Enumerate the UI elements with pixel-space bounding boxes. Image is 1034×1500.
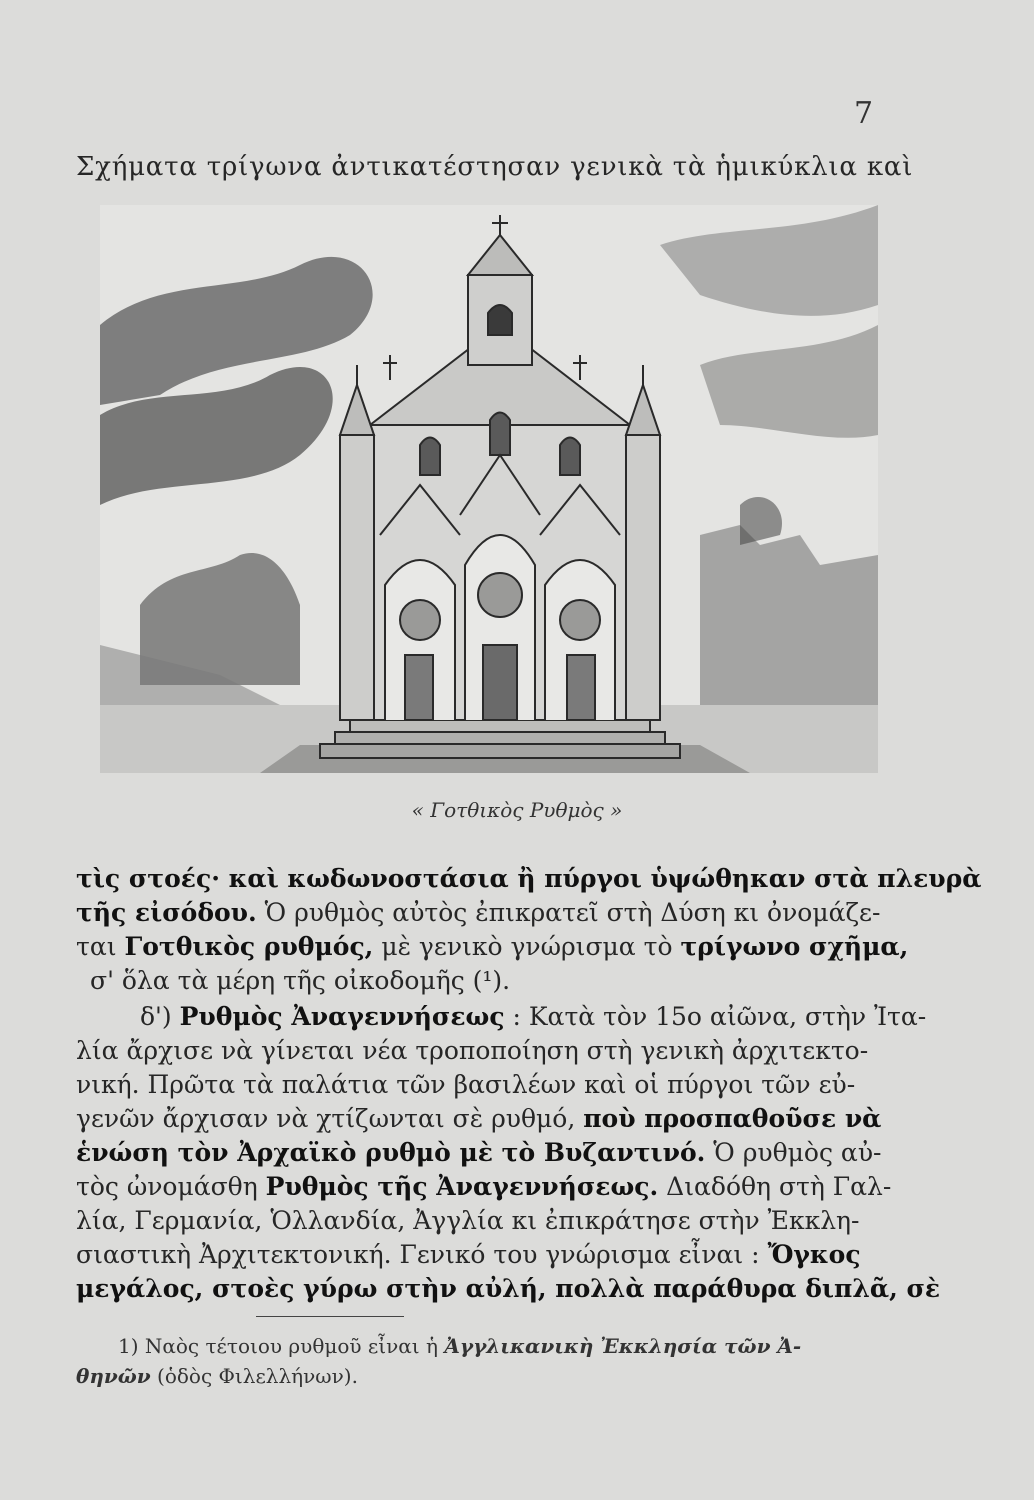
para2-line6 <box>76 1170 890 1204</box>
para2-line6-c: Διαδόθη στὴ Γαλ- <box>658 1172 892 1201</box>
para2-line5 <box>76 1136 890 1170</box>
para2-line6-b: Ρυθμὸς τῆς Ἀναγεννήσεως. <box>265 1172 659 1201</box>
para1-line2 <box>76 896 890 930</box>
para2-line6-a: τὸς ὠνομάσθη <box>76 1172 266 1201</box>
top-text-line: Σχήματα τρίγωνα ἀντικατέστησαν γενικὰ τὰ ἡμικύκλια καὶ <box>76 152 914 182</box>
para1-line2-bold: τῆς εἰσόδου. <box>76 898 257 927</box>
footnote-line1-a: 1) Ναὸς τέτοιου ρυθμοῦ εἶναι ἡ <box>118 1334 445 1358</box>
illustration-caption: « Γοτθικὸς Ρυθμὸς » <box>411 798 623 822</box>
para1-line3-c: μὲ γενικὸ γνώρισμα τὸ <box>373 932 681 961</box>
para2-line5-a: ἑνώση τὸν Ἀρχαϊκὸ ρυθμὸ μὲ τὸ Βυζαντινό. <box>76 1138 706 1167</box>
para2-line8-b: Ὄγκος <box>767 1240 861 1269</box>
para2-line5-b: Ὁ ρυθμὸς αὐ- <box>705 1138 882 1167</box>
para2-line3: νική. Πρῶτα τὰ παλάτια τῶν βασιλέων καὶ οἱ πύργοι τῶν εὐ- <box>76 1070 856 1099</box>
footnote-line2 <box>76 1362 896 1390</box>
para2-line1 <box>140 1000 927 1034</box>
footnote-line2-b: (ὁδὸς Φιλελλήνων). <box>150 1364 358 1388</box>
para2-line4-b: ποὺ προσπαθοῦσε νὰ <box>583 1104 882 1133</box>
para1-line1 <box>76 862 982 896</box>
para1-line4: σ' ὅλα τὰ μέρη τῆς οἰκοδομῆς (¹). <box>90 966 511 995</box>
gothic-church-illustration <box>100 205 878 773</box>
para2-line9: μεγάλος, στοὲς γύρω στὴν αὐλή, πολλὰ παράθυρα διπλᾶ, σὲ <box>76 1274 941 1303</box>
para1-line3-d: τρίγωνο σχῆμα, <box>680 932 909 961</box>
footnote-separator <box>256 1316 404 1317</box>
para2-line7: λία, Γερμανία, Ὁλλανδία, Ἀγγλία κι ἐπικράτησε στὴν Ἐκκλη- <box>76 1206 860 1235</box>
para2-line2: λία ἄρχισε νὰ γίνεται νέα τροποποίηση στὴ γενικὴ ἀρχιτεκτο- <box>76 1036 869 1065</box>
page-number: 7 <box>854 96 874 131</box>
para1-line1-text: τὶς στοές· καὶ κωδωνοστάσια ἢ πύργοι ὑψώθηκαν στὰ πλευρὰ <box>76 864 982 893</box>
footnote-line1 <box>118 1332 938 1360</box>
para2-line1-b: Ρυθμὸς Ἀναγεννήσεως <box>179 1002 505 1031</box>
para2-line8-a: σιαστικὴ Ἀρχιτεκτονική. Γενικό του γνώρισμα εἶναι : <box>76 1240 768 1269</box>
para1-line2-text: Ὁ ρυθμὸς αὐτὸς ἐπικρατεῖ στὴ Δύση κι ὀνομάζε- <box>256 898 881 927</box>
footnote-line1-b: Ἀγγλικανικὴ Ἐκκλησία τῶν Ἀ- <box>444 1334 802 1358</box>
para2-line4 <box>76 1102 890 1136</box>
para2-line1-a: δ') <box>140 1002 180 1031</box>
footnote-line2-a: θηνῶν <box>76 1364 151 1388</box>
para2-line8 <box>76 1238 890 1272</box>
para1-line3-a: ται <box>76 932 125 961</box>
para1-line3-b: Γοτθικὸς ρυθμός, <box>124 932 374 961</box>
para2-line4-a: γενῶν ἄρχισαν νὰ χτίζωνται σὲ ρυθμό, <box>76 1104 584 1133</box>
para2-line1-c: : Κατὰ τὸν 15ο αἰῶνα, στὴν Ἰτα- <box>504 1002 927 1031</box>
para1-line3 <box>76 930 909 964</box>
